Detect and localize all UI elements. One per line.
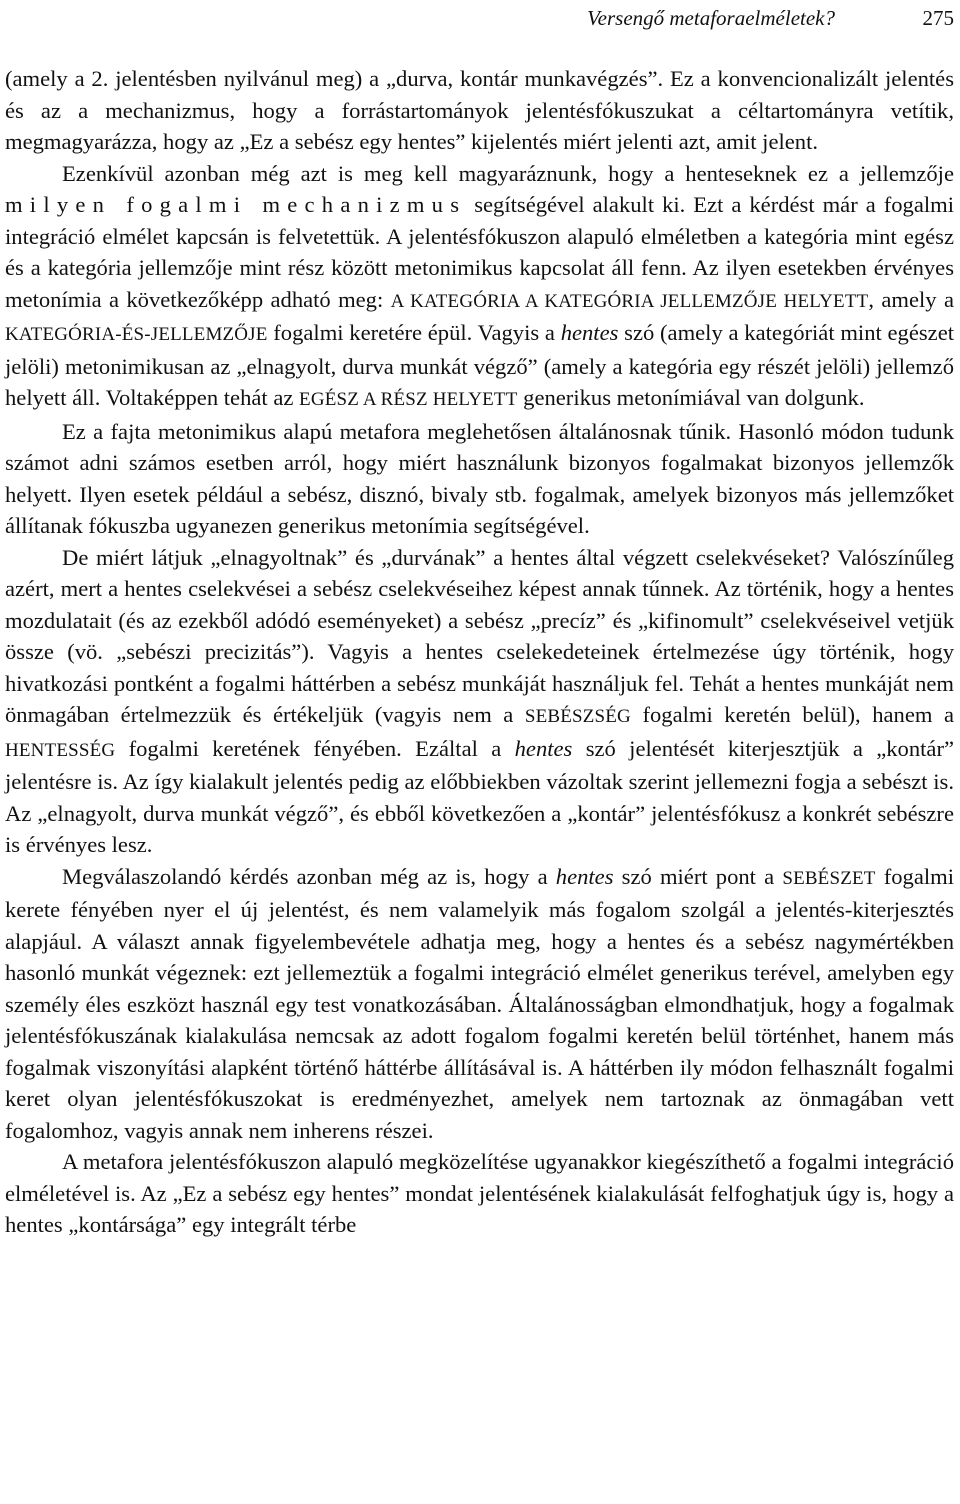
paragraph: [5, 542, 954, 861]
text-run: szó jelentését kiterjesztjük a „kontár” jelentésre is. Az így kialakult jelentés pedig az előbbiekben vázoltak szerint jellemezni fogja a sebészt is. Az „elnagyolt, durva munkát végző”, és ebből következően a „kontár” jelentésfókusz a konkrét sebészre is érvényes lesz.: [5, 735, 955, 857]
paragraph: [5, 1146, 954, 1241]
running-header: [0, 4, 960, 36]
small-caps-term: HENTESSÉG: [5, 739, 116, 761]
text-run: , amely a: [868, 286, 954, 312]
small-caps-term: SEBÉSZET: [782, 867, 876, 889]
small-caps-term: EGÉSZ A RÉSZ HELYETT: [299, 389, 518, 410]
spaced-emphasis: milyen fogalmi mechanizmus: [5, 192, 467, 217]
italic-term: hentes: [514, 735, 573, 761]
text-run: De miért látjuk „elnagyoltnak” és „durvának” a hentes által végzett cselekvéseket? Valószínűleg azért, mert a hentes cselekvései a sebész cselekvéseihez képest annak tűnnek. Az történik, hogy a hentes mozdulatait (és az ezekből adódó eseményeket) a sebész „precíz” és „kifinomult” cselekvéseivel vetjük össze (vö. „sebészi precizitás”). Vagyis a hentes cselekedeteinek értelmezése úgy történik, hogy hivatkozási pontként a fogalmi háttérben a sebész munkáját használjuk fel. Tehát a hentes munkáját nem önmagában értelmezzük és értékeljük (vagyis nem a: [5, 544, 954, 727]
text-run: fogalmi keretének fényében. Ezáltal a: [115, 735, 515, 761]
text-run: szó (amely a kategóriát mint egészet jelöli) metonimikusan az „elnagyolt, durva munkát végző” (amely a kategória egy részét jelöli) jellemző helyett áll. Voltaképpen tehát az: [5, 320, 954, 410]
italic-term: hentes: [555, 863, 614, 889]
italic-term: hentes: [560, 320, 619, 345]
text-run: Ez a fajta metonimikus alapú metafora meglehetősen általánosnak tűnik. Hasonló módon tudunk számot adni számos esetben arról, hogy miért használunk bizonyos fogalmakat bizonyos jellemzők helyett. Ilyen esetek például a sebész, disznó, bivaly stb. fogalmak, amelyek bizonyos más jellemzőket állítanak fókuszba ugyanezen generikus metonímia segítségével.: [5, 418, 954, 538]
paragraph: [5, 158, 954, 416]
text-run: A metafora jelentésfókuszon alapuló megközelítése ugyanakkor kiegészíthető a fogalmi integráció elméletével is. Az „Ez a sebész egy hentes” mondat jelentésének kialakulását felfoghatjuk úgy is, hogy a hentes „kontársága” egy integrált térbe: [5, 1149, 954, 1237]
text-run: Megválaszolandó kérdés azonban még az is, hogy a: [62, 863, 556, 889]
text-run: Ezenkívül azonban még azt is meg kell magyaráznunk, hogy a henteseknek ez a jellemzője: [62, 160, 954, 186]
paragraph: [5, 63, 954, 158]
text-run: fogalmi keretén belül), hanem a: [630, 702, 954, 727]
body-text: [5, 63, 954, 1241]
page-number: 275: [922, 6, 954, 30]
text-run: generikus metonímiával van dolgunk.: [517, 385, 865, 410]
text-run: fogalmi keretére épül. Vagyis a: [267, 320, 561, 345]
text-run: segítségével alakult ki. Ezt a kérdést már a fogalmi integráció elmélet kapcsán is felvetettük. A jelentésfókuszon alapuló elméletben a kategória mint egész és a kategória jellemzője mint rész között metonimikus kapcsolat áll fenn. Az ilyen esetekben érvényes metonímia a következőképp adható meg:: [5, 192, 954, 312]
text-run: szó miért pont a: [613, 863, 783, 889]
running-title: Versengő metaforaelméletek?: [587, 6, 835, 30]
text-run: fogalmi kerete fényében nyer el új jelentést, és nem valamelyik más fogalom szolgál a jelentés-kiterjesztés alapjául. A választ annak figyelembevétele adhatja meg, hogy a hentes és a sebész nagymértékben hasonló munkát végeznek: ezt jellemeztük a fogalmi integráció elmélet generikus terével, amelyben egy személy éles eszközt használ egy test vonatkozásában. Általánosságban elmondhatjuk, hogy a fogalmak jelentésfókuszának kialakulása nemcsak az adott fogalom fogalmi keretén belül történhet, hanem más fogalmak viszonyítási alapként történő háttérbe állításával is. A háttérben ily módon felhasznált fogalmi keret olyan jelentésfókuszokat is eredményezhet, amelyek nem tartoznak az önmagában vett fogalomhoz, vagyis annak nem inherens részei.: [5, 863, 954, 1143]
small-caps-term: KATEGÓRIA-ÉS-JELLEMZŐJE: [5, 324, 268, 345]
small-caps-term: A KATEGÓRIA A KATEGÓRIA JELLEMZŐJE HELYETT: [390, 290, 869, 312]
text-run: (amely a 2. jelentésben nyilvánul meg) a „durva, kontár munkavégzés”. Ez a konvencionalizált jelentés és az a mechanizmus, hogy a forrástartományok jelentésfókuszukat a céltartományra vetítik, megmagyarázza, hogy az „Ez a sebész egy hentes” kijelentés miért jelenti azt, amit jelent.: [5, 66, 954, 154]
small-caps-term: SEBÉSZSÉG: [524, 706, 631, 727]
paragraph: [5, 416, 954, 542]
paragraph: [5, 861, 954, 1147]
